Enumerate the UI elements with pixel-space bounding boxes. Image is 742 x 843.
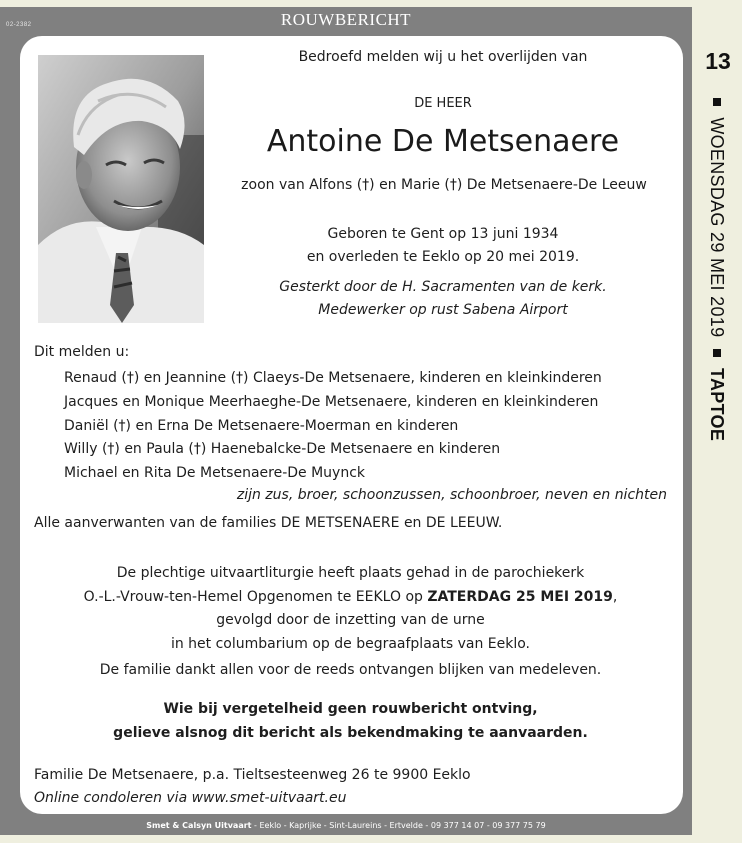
funeral-comma: ,	[612, 588, 618, 605]
funeral-info	[34, 562, 667, 656]
square-bullet-icon	[713, 349, 721, 357]
family-member: Willy (†) en Paula (†) Haenebalcke-De Metsenaere en kinderen	[64, 441, 501, 458]
publication-date: WOENSDAG 29 MEI 2019	[707, 117, 727, 338]
footer-company: Smet & Calsyn Uitvaart	[146, 821, 252, 830]
deceased-name: Antoine De Metsenaere	[266, 124, 620, 159]
footer-bar	[0, 821, 692, 830]
faith-lines	[218, 276, 668, 322]
online-condolence-link[interactable]: Online condoleren via www.smet-uitvaart.eu	[34, 790, 347, 806]
faith-line-1: Gesterkt door de H. Sacramenten van de kerk.	[279, 279, 607, 295]
faith-line-2: Medewerker op rust Sabena Airport	[318, 302, 568, 318]
family-member: Renaud (†) en Jeannine (†) Claeys-De Metsenaere, kinderen en kleinkinderen	[64, 370, 602, 386]
family-member: Michael en Rita De Metsenaere-De Muynck	[64, 465, 366, 482]
portrait-illustration	[38, 55, 204, 323]
notice-line-1: Wie bij vergetelheid geen rouwbericht ontving,	[163, 701, 538, 717]
funeral-line-3: gevolgd door de inzetting van de urne	[216, 612, 485, 628]
page-sidebar	[698, 48, 738, 442]
family-member: Daniël (†) en Erna De Metsenaere-Moerman en kinderen	[64, 417, 459, 434]
parents-line: zoon van Alfons (†) en Marie (†) De Metsenaere-De Leeuw	[241, 177, 647, 193]
ref-code: 02-2382	[6, 22, 32, 28]
death-line: en overleden te Eeklo op 20 mei 2019.	[306, 249, 580, 265]
birth-line: Geboren te Gent op 13 juni 1934	[327, 226, 559, 242]
portrait-photo	[38, 55, 204, 323]
notice-line-2: gelieve alsnog dit bericht als bekendmaking te aanvaarden.	[113, 725, 588, 741]
square-bullet-icon	[713, 98, 721, 106]
all-relatives-line: Alle aanverwanten van de families DE METSENAERE en DE LEEUW.	[34, 515, 503, 531]
obituary-frame	[0, 7, 692, 835]
vertical-dateline	[704, 92, 730, 441]
page-number: 13	[705, 48, 731, 74]
funeral-line-1: De plechtige uitvaartliturgie heeft plaats gehad in de parochiekerk	[116, 565, 585, 581]
funeral-line-4: in het columbarium op de begraafplaats van Eeklo.	[170, 635, 531, 652]
family-intro: Dit melden u:	[34, 344, 130, 360]
family-member: Jacques en Monique Meerhaeghe-De Metsenaere, kinderen en kleinkinderen	[64, 393, 599, 410]
thanks-line: De familie dankt allen voor de reeds ontvangen blijken van medeleven.	[99, 662, 602, 678]
funeral-church: O.-L.-Vrouw-ten-Hemel Opgenomen te EEKLO op	[83, 588, 428, 605]
notice-lines	[34, 697, 667, 745]
birth-death-lines	[218, 223, 668, 269]
family-address: Familie De Metsenaere, p.a. Tieltsesteenweg 26 te 9900 Eeklo	[34, 767, 471, 783]
header-title: ROUWBERICHT	[280, 10, 412, 29]
relatives-line: zijn zus, broer, schoonzussen, schoonbroer, neven en nichten	[236, 487, 667, 503]
funeral-line-2	[34, 586, 667, 610]
intro-text: Bedroefd melden wij u het overlijden van	[298, 49, 588, 65]
obituary-panel	[20, 36, 683, 814]
funeral-date: ZATERDAG 25 MEI 2019	[427, 588, 613, 605]
newspaper-name: TAPTOE	[707, 368, 727, 442]
title-prefix: DE HEER	[414, 96, 472, 111]
header-bar	[0, 7, 692, 33]
contact-block	[34, 764, 471, 810]
footer-details: - Eeklo - Kaprijke - Sint-Laureins - Ertvelde - 09 377 14 07 - 09 377 75 79	[251, 821, 546, 830]
family-list	[64, 367, 602, 486]
